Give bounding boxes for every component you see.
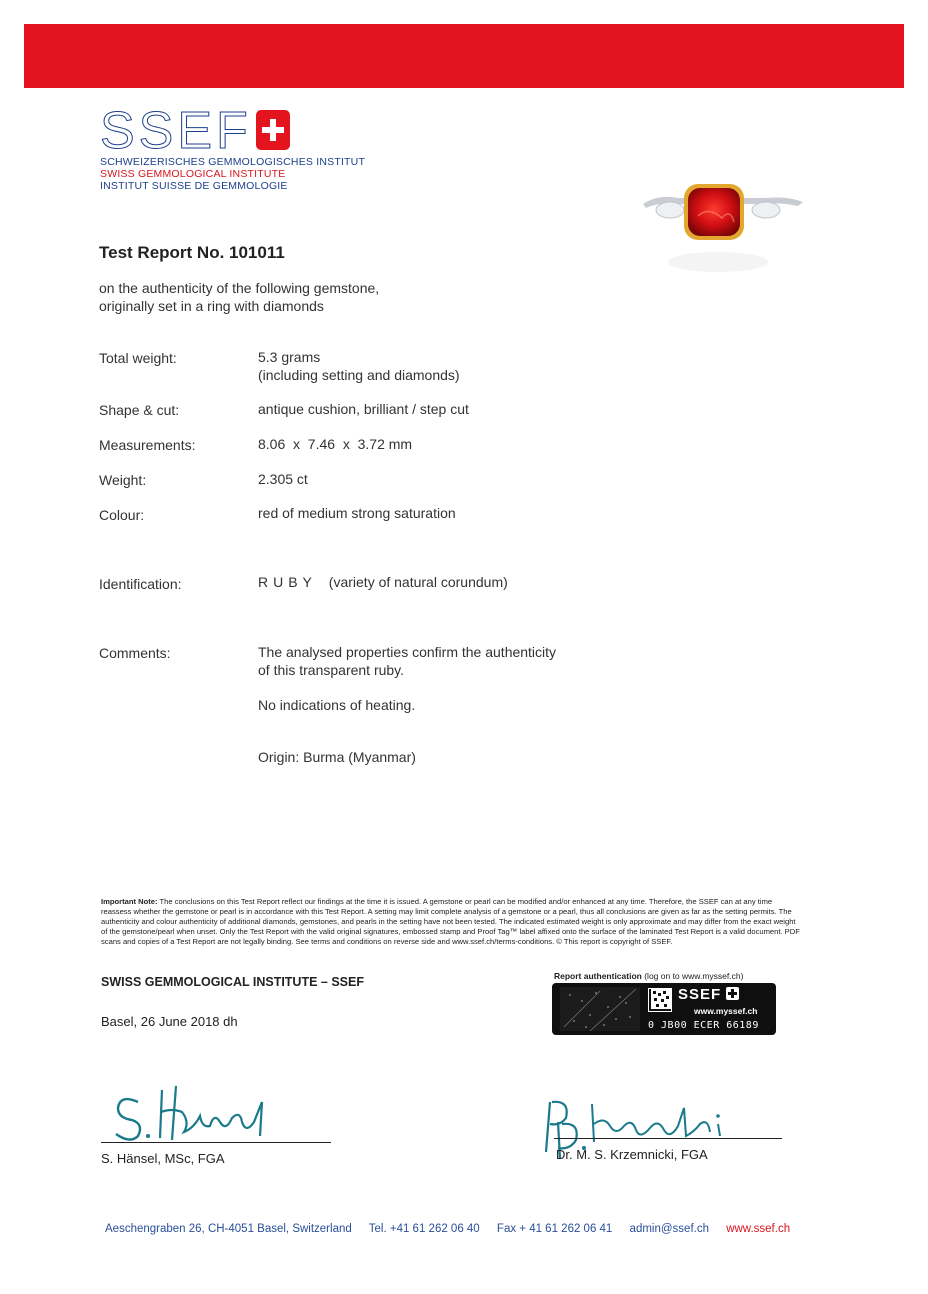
ssef-logo (100, 102, 366, 192)
datamatrix-code-icon (648, 988, 672, 1012)
signature-line-right (554, 1138, 782, 1139)
institute-name: SWISS GEMMOLOGICAL INSTITUTE – SSEF (101, 975, 364, 989)
ruby-ring-photo (638, 176, 806, 296)
shape-cut-value: antique cushion, brilliant / step cut (258, 401, 469, 417)
place-date: Basel, 26 June 2018 dh (101, 1014, 238, 1029)
swiss-cross-icon (256, 110, 290, 150)
footer-address: Aeschengraben 26, CH-4051 Basel, Switzerland (105, 1223, 352, 1235)
footer-contact (105, 1223, 804, 1235)
comments-heating: No indications of heating. (258, 697, 416, 713)
signature-hansel-image (110, 1082, 280, 1146)
proof-tag-code: 0 JB00 ECER 66189 (648, 1020, 759, 1031)
weight-label: Weight: (99, 472, 147, 488)
measurements-label: Measurements: (99, 437, 196, 453)
comments-origin: Origin: Burma (Myanmar) (258, 749, 416, 765)
identification-value (258, 573, 508, 591)
hologram-pattern-icon (560, 987, 640, 1031)
important-note-text: The conclusions on this Test Report reflect our findings at the time it is issued. A gemstone or pearl can be modified and/or enhanced at any time. Therefore, the SSEF can at any time reassess whether the gemstone or pearl is in accordance with this Test Report. A setting may limit complete analysis of a gemstone or a pearl, thus all conclusions are given as far as the setting permits. The authenticity and colour authenticity of additional diamonds, gemstones, and pearls in the setting have not been tested. The indicated estimated weight is only approximate and may differ from the exact weight of the gemstone/pearl when unset. Only the Test Report with the valid original signatures, embossed stamp and Proof Tag™ label affixed onto the surface of the laminated Test Report is a valid document. PDF scans and copies of a Test Report are not legally binding. See terms and conditions on reverse side and www.ssef.ch/terms-conditions. © This report is copyright of SSEF. (101, 897, 800, 946)
logo-line-english: SWISS GEMMOLOGICAL INSTITUTE (100, 168, 286, 180)
report-subtitle: on the authenticity of the following gemstone, originally set in a ring with diamonds (99, 280, 380, 314)
proof-tag-url: www.myssef.ch (694, 1006, 758, 1016)
colour-label: Colour: (99, 507, 145, 523)
report-authentication-label: Report authentication (log on to www.myssef.ch) (554, 971, 744, 981)
colour-value: red of medium strong saturation (258, 505, 456, 521)
footer-website-link[interactable]: www.ssef.ch (726, 1223, 791, 1235)
shape-cut-label: Shape & cut: (99, 402, 180, 418)
report-title: Test Report No. 101011 (99, 243, 285, 262)
total-weight-value: 5.3 grams (including setting and diamonds) (258, 349, 460, 383)
weight-value: 2.305 ct (258, 471, 308, 487)
logo-wordmark: SSEF (100, 102, 252, 160)
comments-label: Comments: (99, 645, 171, 661)
signatory-hansel: S. Hänsel, MSc, FGA (101, 1151, 225, 1166)
identification-detail: (variety of natural corundum) (328, 574, 508, 590)
signature-line-left (101, 1142, 331, 1143)
logo-line-french: INSTITUT SUISSE DE GEMMOLOGIE (100, 180, 288, 192)
important-note (101, 897, 801, 947)
identification-name: RUBY (258, 574, 317, 590)
footer-fax: Fax + 41 61 262 06 41 (496, 1223, 613, 1235)
total-weight-label: Total weight: (99, 350, 177, 366)
identification-label: Identification: (99, 576, 182, 592)
signatory-krzemnicki: Dr. M. S. Krzemnicki, FGA (556, 1147, 708, 1162)
top-red-banner (24, 24, 904, 88)
footer-tel: Tel. +41 61 262 06 40 (368, 1223, 480, 1235)
tag-cross-icon (726, 987, 739, 1000)
logo-line-german: SCHWEIZERISCHES GEMMOLOGISCHES INSTITUT (100, 156, 366, 168)
comments-authenticity: The analysed properties confirm the authenticity of this transparent ruby. (258, 644, 557, 678)
footer-email[interactable]: admin@ssef.ch (629, 1223, 709, 1235)
proof-tag-brand: SSEF (678, 986, 739, 1003)
measurements-value: 8.06 x 7.46 x 3.72 mm (258, 436, 413, 452)
important-note-heading: Important Note: (101, 897, 158, 906)
